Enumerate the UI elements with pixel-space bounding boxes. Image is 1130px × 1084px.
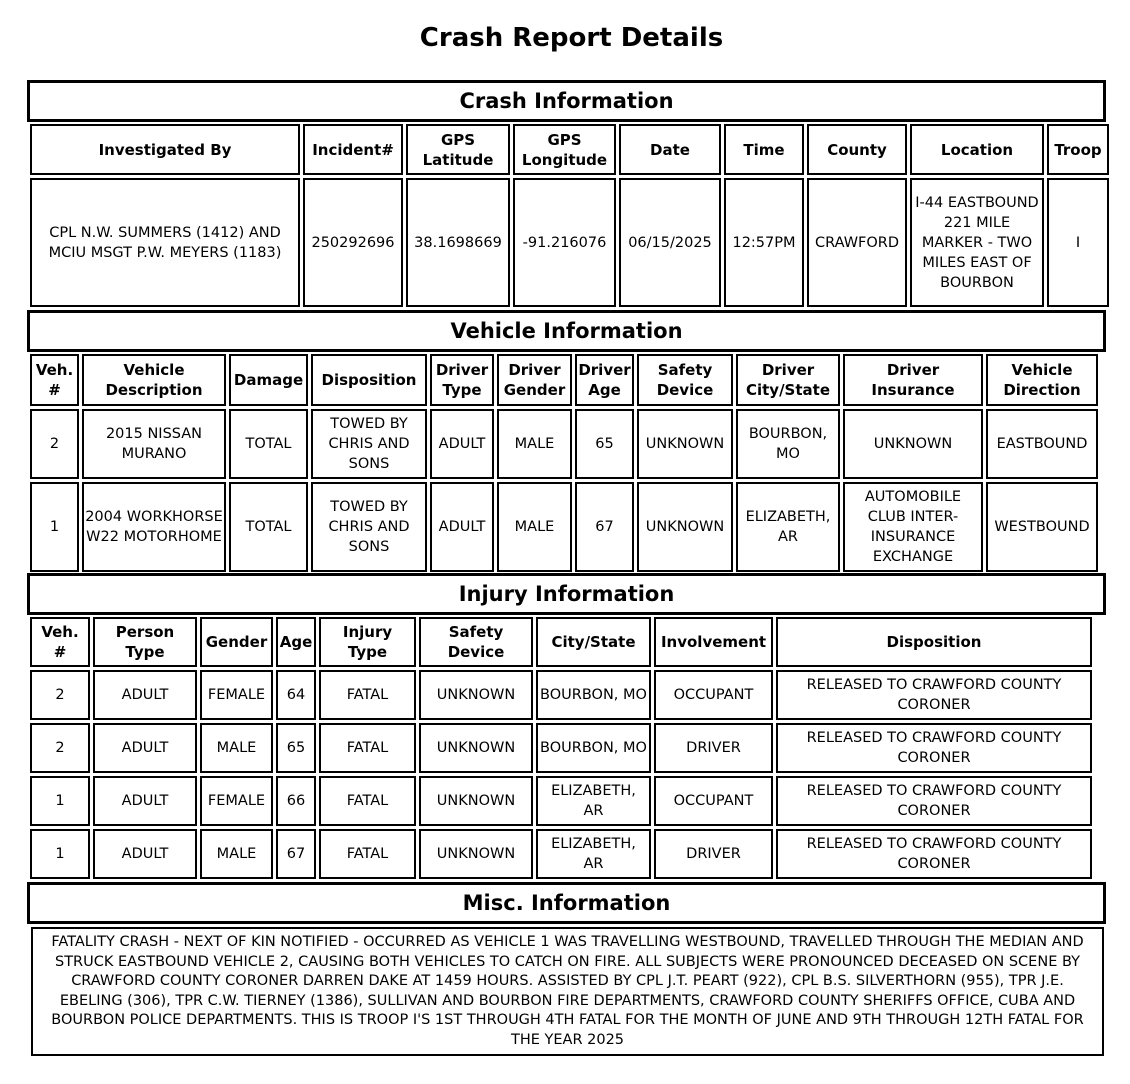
misc-info-heading: Misc. Information (27, 882, 1106, 924)
column-header: Driver Type (430, 354, 494, 406)
vehicle-info-table (27, 351, 1101, 575)
column-header: Driver Insurance (843, 354, 983, 406)
table-row (30, 409, 1098, 479)
safety-device: UNKNOWN (419, 670, 533, 720)
vehicle-number: 2 (30, 670, 90, 720)
vehicle-header-row (30, 354, 1098, 406)
column-header: Investigated By (30, 124, 300, 175)
vehicle-disposition: TOWED BY CHRIS AND SONS (311, 409, 427, 479)
person-age: 67 (276, 829, 316, 879)
injury-header-row (30, 617, 1092, 667)
column-header: Troop (1047, 124, 1109, 175)
driver-age: 67 (575, 482, 634, 572)
involvement: OCCUPANT (654, 670, 773, 720)
injury-disposition: RELEASED TO CRAWFORD COUNTY CORONER (776, 829, 1092, 879)
vehicle-description: 2004 WORKHORSE W22 MOTORHOME (82, 482, 226, 572)
crash-header-row (30, 124, 1109, 175)
vehicle-number: 1 (30, 776, 90, 826)
gps-latitude-value: 38.1698669 (406, 178, 510, 307)
column-header: Driver Age (575, 354, 634, 406)
person-gender: FEMALE (200, 670, 273, 720)
safety-device: UNKNOWN (637, 409, 733, 479)
involvement: DRIVER (654, 723, 773, 773)
location-value: I-44 EASTBOUND 221 MILE MARKER - TWO MILES EAST OF BOURBON (910, 178, 1044, 307)
driver-insurance: UNKNOWN (843, 409, 983, 479)
column-header: Veh. # (30, 354, 79, 406)
person-type: ADULT (93, 723, 197, 773)
person-gender: MALE (200, 723, 273, 773)
injury-type: FATAL (319, 829, 416, 879)
driver-city-state: BOURBON, MO (736, 409, 840, 479)
city-state: ELIZABETH, AR (536, 776, 651, 826)
column-header: Driver Gender (497, 354, 572, 406)
column-header: Incident# (303, 124, 403, 175)
driver-city-state: ELIZABETH, AR (736, 482, 840, 572)
investigated-by-value: CPL N.W. SUMMERS (1412) AND MCIU MSGT P.W. MEYERS (1183) (30, 178, 300, 307)
injury-type: FATAL (319, 776, 416, 826)
driver-gender: MALE (497, 482, 572, 572)
person-age: 65 (276, 723, 316, 773)
person-gender: FEMALE (200, 776, 273, 826)
vehicle-direction: EASTBOUND (986, 409, 1098, 479)
vehicle-number: 1 (30, 829, 90, 879)
involvement: DRIVER (654, 829, 773, 879)
injury-disposition: RELEASED TO CRAWFORD COUNTY CORONER (776, 776, 1092, 826)
county-value: CRAWFORD (807, 178, 907, 307)
person-age: 66 (276, 776, 316, 826)
person-gender: MALE (200, 829, 273, 879)
column-header: Date (619, 124, 721, 175)
driver-insurance: AUTOMOBILE CLUB INTER-INSURANCE EXCHANGE (843, 482, 983, 572)
safety-device: UNKNOWN (637, 482, 733, 572)
person-type: ADULT (93, 776, 197, 826)
column-header: Involvement (654, 617, 773, 667)
vehicle-disposition: TOWED BY CHRIS AND SONS (311, 482, 427, 572)
column-header: Disposition (776, 617, 1092, 667)
gps-longitude-value: -91.216076 (513, 178, 616, 307)
injury-info-heading: Injury Information (27, 573, 1106, 615)
city-state: ELIZABETH, AR (536, 829, 651, 879)
column-header: Driver City/State (736, 354, 840, 406)
vehicle-damage: TOTAL (229, 482, 308, 572)
column-header: GPS Latitude (406, 124, 510, 175)
column-header: Damage (229, 354, 308, 406)
driver-type: ADULT (430, 409, 494, 479)
crash-info-table (27, 121, 1112, 310)
injury-type: FATAL (319, 723, 416, 773)
safety-device: UNKNOWN (419, 723, 533, 773)
crash-info-heading: Crash Information (27, 80, 1106, 122)
driver-type: ADULT (430, 482, 494, 572)
time-value: 12:57PM (724, 178, 804, 307)
driver-age: 65 (575, 409, 634, 479)
vehicle-number: 1 (30, 482, 79, 572)
injury-disposition: RELEASED TO CRAWFORD COUNTY CORONER (776, 723, 1092, 773)
column-header: Age (276, 617, 316, 667)
column-header: Disposition (311, 354, 427, 406)
date-value: 06/15/2025 (619, 178, 721, 307)
vehicle-number: 2 (30, 409, 79, 479)
injury-info-table (27, 614, 1095, 882)
injury-type: FATAL (319, 670, 416, 720)
page-title: Crash Report Details (419, 23, 724, 53)
column-header: Location (910, 124, 1044, 175)
person-type: ADULT (93, 670, 197, 720)
column-header: Person Type (93, 617, 197, 667)
vehicle-number: 2 (30, 723, 90, 773)
crash-data-row (30, 178, 1109, 307)
table-row (30, 776, 1092, 826)
incident-number-value: 250292696 (303, 178, 403, 307)
vehicle-damage: TOTAL (229, 409, 308, 479)
column-header: Safety Device (637, 354, 733, 406)
safety-device: UNKNOWN (419, 776, 533, 826)
misc-info-text: FATALITY CRASH - NEXT OF KIN NOTIFIED - OCCURRED AS VEHICLE 1 WAS TRAVELLING WESTBOUND, TRAVELLED THROUGH THE MEDIAN AND STRUCK EASTBOUND VEHICLE 2, CAUSING BOTH VEHICLES TO CATCH ON FIRE. ALL SUBJECTS WERE PRONOUNCED DECEASED ON SCENE BY CRAWFORD COUNTY CORONER DARREN DAKE AT 1459 HOURS. ASSISTED BY CPL J.T. PEART (922), CPL B.S. SILVERTHORN (955), TPR J.E. EBELING (306), TPR C.W. TIERNEY (1386), SULLIVAN AND BOURBON FIRE DEPARTMENTS, CRAWFORD COUNTY SHERIFFS OFFICE, CUBA AND BOURBON POLICE DEPARTMENTS. THIS IS TROOP I'S 1ST THROUGH 4TH FATAL FOR THE MONTH OF JUNE AND 9TH THROUGH 12TH FATAL FOR THE YEAR 2025 (31, 927, 1104, 1056)
involvement: OCCUPANT (654, 776, 773, 826)
vehicle-description: 2015 NISSAN MURANO (82, 409, 226, 479)
table-row (30, 670, 1092, 720)
safety-device: UNKNOWN (419, 829, 533, 879)
column-header: Veh. # (30, 617, 90, 667)
column-header: Gender (200, 617, 273, 667)
table-row (30, 482, 1098, 572)
table-row (30, 723, 1092, 773)
driver-gender: MALE (497, 409, 572, 479)
column-header: GPS Longitude (513, 124, 616, 175)
person-age: 64 (276, 670, 316, 720)
injury-disposition: RELEASED TO CRAWFORD COUNTY CORONER (776, 670, 1092, 720)
column-header: Vehicle Description (82, 354, 226, 406)
column-header: Safety Device (419, 617, 533, 667)
city-state: BOURBON, MO (536, 723, 651, 773)
table-row (30, 829, 1092, 879)
person-type: ADULT (93, 829, 197, 879)
city-state: BOURBON, MO (536, 670, 651, 720)
column-header: Time (724, 124, 804, 175)
vehicle-info-heading: Vehicle Information (27, 310, 1106, 352)
troop-value: I (1047, 178, 1109, 307)
column-header: Injury Type (319, 617, 416, 667)
column-header: City/State (536, 617, 651, 667)
column-header: Vehicle Direction (986, 354, 1098, 406)
vehicle-direction: WESTBOUND (986, 482, 1098, 572)
column-header: County (807, 124, 907, 175)
